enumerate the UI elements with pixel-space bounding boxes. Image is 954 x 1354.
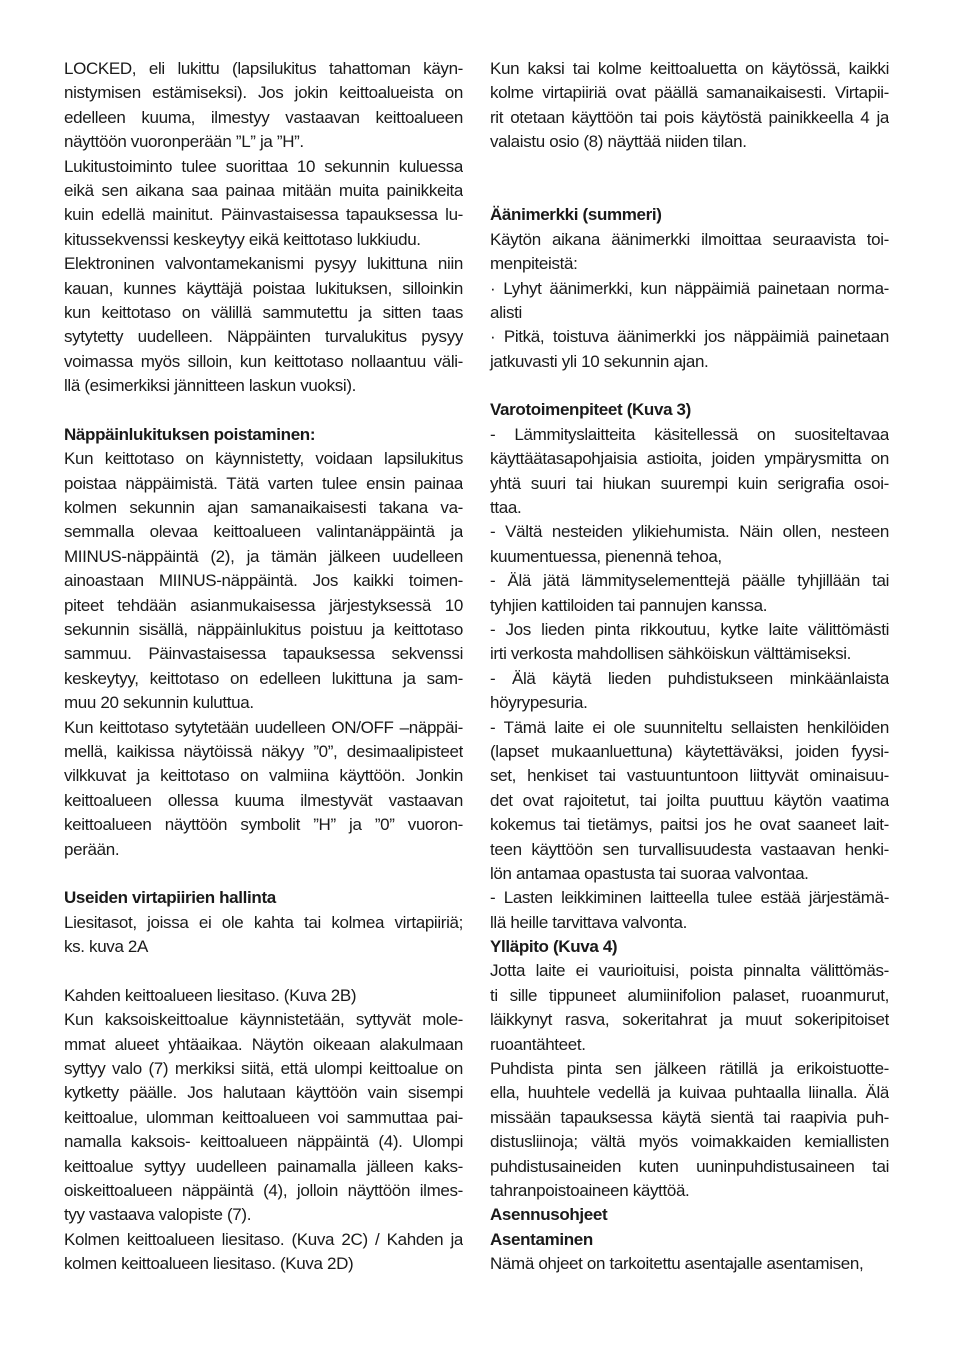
heading-install-instructions: Asennusohjeet [490,1205,608,1225]
text-line: irti verkosta mahdollisen sähköiskun välttämiseksi. [490,644,852,664]
paragraph-precaution-boiling [490,520,889,569]
text-line: valaistu osio (8) näyttää niiden tilan. [490,132,747,152]
text-line: mmat alueet yhtäaikaa. Näytön oikeaan alakulmaan [64,1034,463,1054]
text-line: tyy vastaava valopiste (7). [64,1205,252,1225]
text-line: - Jos lieden pinta rikkoutuu, kytke laite välittömästi [490,620,889,639]
text-line: kolmen sekunnin ajan samanaikaisesti takana va- [64,498,463,518]
text-line: kun keittotaso on välillä sammutettu ja sitten taas [64,302,463,322]
text-line: - Älä käytä lieden puhdistukseen minkäänlaista [490,668,889,688]
text-line: Käytön aikana äänimerkki ilmoittaa seuraavista toi- [490,229,889,249]
text-line: kauan, kunnes käyttäjä poistaa lukituksen, silloinkin [64,278,463,298]
paragraph-electronic-lock [64,252,463,398]
text-line: Kahden keittoalueen liesitaso. (Kuva 2B) [64,985,357,1005]
text-line: sammuu. Päinvastaisessa tapauksessa sekvenssi [64,644,463,664]
text-line: sekunnin sisällä, näppäinlukitus poistuu ja keittotaso [64,619,463,639]
paragraph-precaution-broken [490,618,889,667]
text-line: syttyy valo (7) merkiksi siitä, että ulompi keittoalue on [64,1059,463,1079]
text-line: Elektroninen valvontamekanismi pysyy lukittuna niin [64,254,463,274]
text-line: missään tapauksessa käytä sientä tai raapivia puh- [490,1107,889,1127]
text-line: Jotta laite ei vaurioituisi, poista pinnalta välittömäs- [490,961,889,981]
text-line: höyrypesuria. [490,693,588,713]
text-line: piteet tehdään asianmukaisessa järjestyksessä 10 [64,595,463,615]
paragraph-precaution-cookware [490,423,889,521]
text-line: alisti [490,302,522,322]
paragraph-lock-timing [64,155,463,253]
text-line: llä (esimerkiksi jännitteen laskun vuoksi). [64,376,357,396]
text-line: sytytetty uudelleen. Näppäinten turvalukitus pysyy [64,327,463,347]
paragraph-locked-display [64,57,463,155]
text-line: perään. [64,839,120,859]
left-column [64,57,463,1277]
paragraph-precaution-empty [490,569,889,618]
right-column [490,57,889,1277]
text-line: llä heille tarvittava valvonta. [490,912,688,932]
text-line: oiskeittoalueen näppäintä (4), jolloin näyttöön ilmes- [64,1180,463,1200]
text-line: det ovat rajoitetut, tai joilta puuttuu käytön vaatima [490,790,889,810]
text-line: ttaa. [490,498,522,518]
text-line: edelleen kuuma, ilmestyy vastaavan keittoalueen [64,107,463,127]
heading-circuits: Useiden virtapiirien hallinta [64,888,276,908]
text-line: Lukitustoiminto tulee suorittaa 10 sekunnin kuluessa [64,156,463,176]
text-line: keittoalueen ollessa kuuma ilmestyvät vastaavan [64,790,463,810]
paragraph-precaution-children [490,886,889,935]
text-line: distusliinoja; vältä myös voimakkaiden kemiallisten [490,1132,889,1152]
text-line: poistaa näppäimistä. Tätä varten tulee ensin painaa [64,473,463,493]
text-line: kolmen keittoalueen liesitaso. (Kuva 2D) [64,1254,354,1274]
text-line: ti sille tippuneet alumiinifolion palaset, ruoanmurut, [490,985,889,1005]
text-line: keittoalueen näyttöön symbolit ”H” ja ”0” vuoron- [64,815,463,835]
text-line: - Älä jätä lämmityselementtejä päälle tyhjillään tai [490,571,889,591]
paragraph-buzzer-short [490,277,889,326]
text-line: käyttäätasapohjaisia astioita, joiden ympärysmitta on [490,449,889,469]
text-line: Kun kaksoiskeittoalue käynnistetään, syttyvät mole- [64,1010,463,1030]
paragraph-restart [64,716,463,862]
paragraph-three-zone [64,1228,463,1277]
text-line: lön antamaa opastusta tai suoraa valvontaa. [490,863,809,883]
text-line: kokemus tai tietämys, paitsi jos he ovat saaneet lait- [490,815,889,835]
text-line: Kolmen keittoalueen liesitaso. (Kuva 2C) / Kahden ja [64,1229,463,1249]
text-line: nistymisen estämiseksi). Jos jokin keittoalueista on [64,83,463,103]
text-line: muu 20 sekunnin kuluttua. [64,693,254,713]
paragraph-two-zone [64,984,463,1008]
text-line: keittoalue, ulomman keittoalueen voi sammuttaa pai- [64,1107,463,1127]
text-line: LOCKED, eli lukittu (lapsilukitus tahattoman käyn- [64,59,463,78]
text-line: - Lämmityslaitteita käsitellessä on suositeltavaa [490,424,889,444]
text-line: ainoastaan MIINUS-näppäintä. Jos kaikki toimen- [64,571,463,591]
text-line: ruoantähteet. [490,1034,586,1054]
text-line: tyhjien kattiloiden tai pannujen kanssa. [490,595,768,615]
text-line: Puhdista pinta sen jälkeen rätillä ja erikoistuotte- [490,1059,889,1079]
paragraph-circuits-active [490,57,889,155]
heading-unlock-keys: Näppäinlukituksen poistaminen: [64,424,316,444]
text-line: - Lasten leikkiminen laitteella tulee estää järjestämä- [490,888,889,908]
text-line: MIINUS-näppäintä (2), ja tämän jälkeen uudelleen [64,546,463,566]
paragraph-unlock-procedure [64,447,463,715]
paragraph-installer-note [490,1252,889,1276]
text-line: voimassa myös silloin, kun keittotaso nollaantuu väli- [64,351,463,371]
text-line: ella, huuhtele vedellä ja kuivaa puhtaalla liinalla. Älä [490,1083,889,1103]
text-line: kuin edellä mainitut. Päinvastaisessa tapauksessa lu- [64,205,463,225]
text-line: - Vältä nesteiden ylikiehumista. Näin ollen, nesteen [490,522,889,542]
heading-precautions: Varotoimenpiteet (Kuva 3) [490,400,691,420]
text-line: Kun keittotaso on käynnistetty, voidaan lapsilukitus [64,449,463,469]
text-line: Nämä ohjeet on tarkoitettu asentajalle asentamisen, [490,1254,864,1274]
text-line: keskeytyy, keittotaso on edelleen lukittuna ja sam- [64,668,463,688]
text-line: eikä sen aikana saa painaa mitään muita painikkeita [64,180,463,200]
text-line: namalla kaksois- keittoalueen näppäintä (4). Ulompi [64,1132,463,1152]
paragraph-buzzer-intro [490,228,889,277]
text-line: - Tämä laite ei ole suunniteltu sellaisten henkilöiden [490,717,889,737]
paragraph-no-circuits [64,911,463,960]
text-line: semmalla olevaa keittoalueen valintanäppäintä ja [64,522,463,542]
text-line: keittoalue syttyy uudelleen painamalla jälleen kaks- [64,1156,463,1176]
text-line: jatkuvasti yli 10 sekunnin ajan. [490,351,709,371]
text-line: Kun keittotaso sytytetään uudelleen ON/OFF –näppäi- [64,717,463,737]
paragraph-buzzer-long [490,325,889,374]
text-line: · Pitkä, toistuva äänimerkki jos näppäimiä painetaan [490,327,889,347]
text-line: ks. kuva 2A [64,937,149,957]
text-line: näyttöön vuoronperään ”L” ja ”H”. [64,132,304,152]
paragraph-double-zone-operation [64,1008,463,1228]
paragraph-maintenance-cleaning [490,1057,889,1203]
heading-installing: Asentaminen [490,1229,593,1249]
text-line: tahranpoistoaineen käyttöä. [490,1180,690,1200]
text-line: kuumentuessa, pienennä tehoa, [490,546,722,566]
heading-maintenance: Ylläpito (Kuva 4) [490,937,618,957]
text-line: kitussekvenssi keskeytyy eikä keittotaso lukkiudu. [64,229,421,249]
text-line: kolme virtapiiriä ovat päällä samanaikaisesti. Virtapii- [490,83,889,103]
paragraph-precaution-steam [490,667,889,716]
text-line: kytketty päälle. Jos halutaan käyttöön vain sisempi [64,1083,463,1103]
paragraph-precaution-persons [490,716,889,887]
text-line: Liesitasot, joissa ei ole kahta tai kolmea virtapiiriä; [64,912,463,932]
text-line: Kun kaksi tai kolme keittoaluetta on käytössä, kaikki [490,59,889,78]
text-line: yhtä suuri tai hiukan suurempi kuin serigrafia osoi- [490,473,889,493]
text-line: (lapset mukaanluettuna) käytettäväksi, joiden fyysi- [490,741,889,761]
text-line: set, henkiset tai vastuuntuntoon liittyvät ominaisuu- [490,766,889,786]
text-line: · Lyhyt äänimerkki, kun näppäimiä painetaan norma- [490,278,889,298]
text-line: vilkkuvat ja keittotaso on valmiina käyttöön. Jonkin [64,766,463,786]
text-line: mellä, kaikissa näytöissä näkyy ”0”, desimaalipisteet [64,741,463,761]
text-line: puhdistusaineiden kuten uuninpuhdistusaineen tai [490,1156,889,1176]
text-line: teen käyttöön sen turvallisuudesta vastaavan henki- [490,839,889,859]
text-line: menpiteistä: [490,254,578,274]
paragraph-maintenance-residue [490,959,889,1057]
text-line: läikkynyt rasva, sokeritahrat ja muut sokeripitoiset [490,1010,889,1030]
text-line: rit otetaan käyttöön tai pois käytöstä painikkeella 4 ja [490,107,889,127]
heading-buzzer: Äänimerkki (summeri) [490,205,662,225]
